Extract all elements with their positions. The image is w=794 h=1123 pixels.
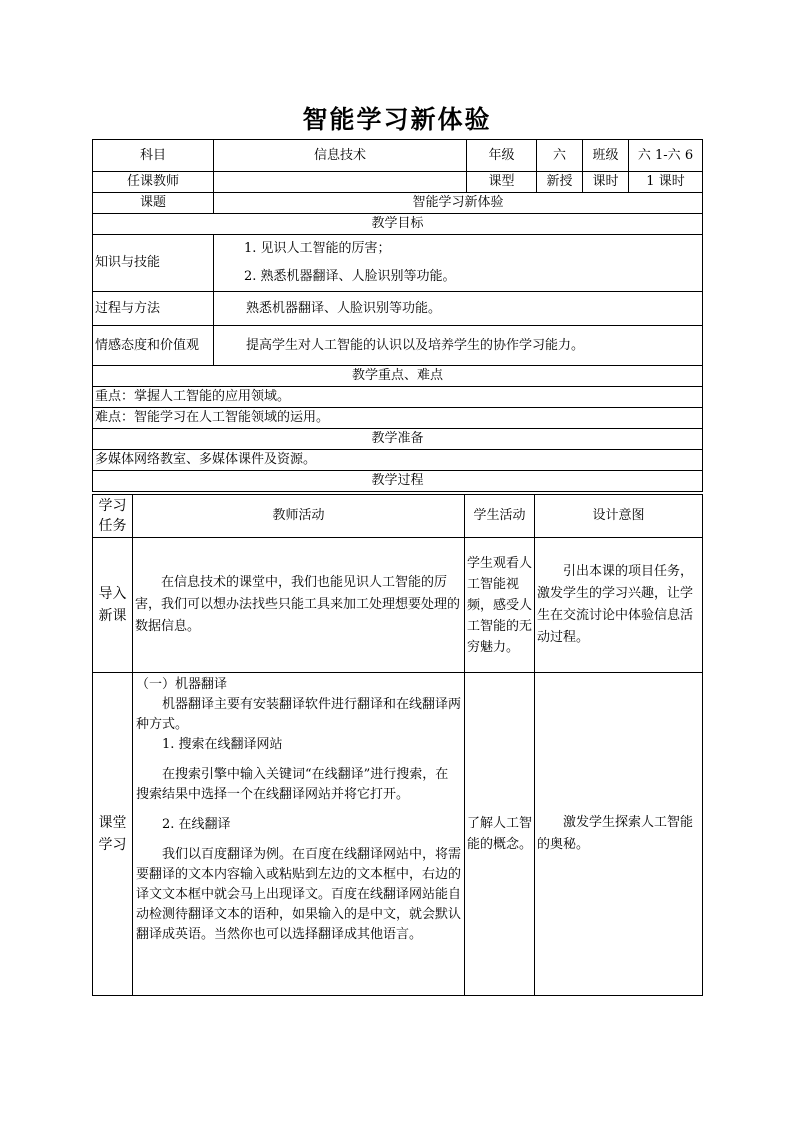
row2-design-cell (535, 673, 703, 996)
difficulty-point: 难点：智能学习在人工智能领域的运用。 (93, 408, 703, 429)
page-title: 智能学习新体验 (302, 105, 492, 134)
knowledge-values (214, 235, 703, 292)
lesson-type-value: 新授 (537, 172, 583, 193)
row2-design-text: 激发学生探索人工智能的奥秘。 (537, 815, 694, 852)
class-value: 六 1-六 6 (629, 140, 703, 172)
teacher-label: 任课教师 (93, 172, 214, 193)
keypoints-header: 教学重点、难点 (93, 366, 703, 387)
subject-value: 信息技术 (214, 140, 467, 172)
col-student-header: 学生活动 (465, 495, 535, 538)
col-task-header: 学习任务 (93, 495, 133, 538)
knowledge-item-1: 1. 见识人工智能的厉害； (244, 241, 391, 256)
grade-value: 六 (537, 140, 583, 172)
emotion-label: 情感态度和价值观 (93, 326, 214, 366)
row1-student: 学生观看人工智能视频，感受人工智能的无穷魅力。 (465, 538, 535, 673)
row2-task: 课堂学习 (93, 673, 133, 996)
row2-teacher-p1: 机器翻译主要有安装翻译软件进行翻译和在线翻译两种方式。 (136, 697, 462, 732)
col-teacher-header: 教师活动 (133, 495, 465, 538)
emotion-value: 提高学生对人工智能的认识以及培养学生的协作学习能力。 (214, 326, 703, 366)
process-value: 熟悉机器翻译、人脸识别等功能。 (214, 292, 703, 326)
teacher-value (214, 172, 467, 193)
preparation-header: 教学准备 (93, 429, 703, 450)
hours-value: 1 课时 (629, 172, 703, 193)
process-label: 过程与方法 (93, 292, 214, 326)
knowledge-item-2: 2. 熟悉机器翻译、人脸识别等功能。 (244, 269, 456, 284)
lesson-type-label: 课型 (467, 172, 537, 193)
row2-teacher-p2: 在搜索引擎中输入关键词“在线翻译”进行搜索，在搜索结果中选择一个在线翻译网站并将它打开。 (136, 767, 449, 802)
hours-label: 课时 (583, 172, 629, 193)
row1-task: 导入新课 (93, 538, 133, 673)
key-point: 重点：掌握人工智能的应用领域。 (93, 387, 703, 408)
row2-teacher-step1: 1. 搜索在线翻译网站 (162, 737, 283, 752)
topic-value: 智能学习新体验 (214, 193, 703, 214)
grade-label: 年级 (467, 140, 537, 172)
row2-teacher-cell (133, 673, 465, 996)
row1-design-cell (535, 538, 703, 673)
row2-teacher-p3: 我们以百度翻译为例。在百度在线翻译网站中，将需要翻译的文本内容输入或粘贴到左边的文本框中，右边的译文文本框中就会马上出现译文。百度在线翻译网站能自动检测待翻译文本的语种，如果输入的是中文，就会默认翻译成英语。当然你也可以选择翻译成其他语言。 (136, 847, 462, 942)
subject-label: 科目 (93, 140, 214, 172)
row1-teacher-cell (133, 538, 465, 673)
lesson-table (92, 192, 703, 492)
goals-header: 教学目标 (93, 214, 703, 235)
class-label: 班级 (583, 140, 629, 172)
knowledge-label: 知识与技能 (93, 235, 214, 292)
row2-teacher-heading: （一）机器翻译 (136, 677, 228, 692)
topic-label: 课题 (93, 193, 214, 214)
process-header: 教学过程 (93, 471, 703, 492)
row2-teacher-step2: 2. 在线翻译 (162, 817, 231, 832)
info-table (92, 139, 703, 193)
col-design-header: 设计意图 (535, 495, 703, 538)
row1-design-text: 引出本课的项目任务，激发学生的学习兴趣，让学生在交流讨论中体验信息活动过程。 (537, 564, 694, 645)
process-table (92, 494, 703, 996)
row2-student: 了解人工智能的概念。 (465, 673, 535, 996)
preparation-value: 多媒体网络教室、多媒体课件及资源。 (93, 450, 703, 471)
row1-teacher-text: 在信息技术的课堂中，我们也能见识人工智能的厉害，我们可以想办法找些只能工具来加工处理想要处理的数据信息。 (135, 575, 461, 634)
